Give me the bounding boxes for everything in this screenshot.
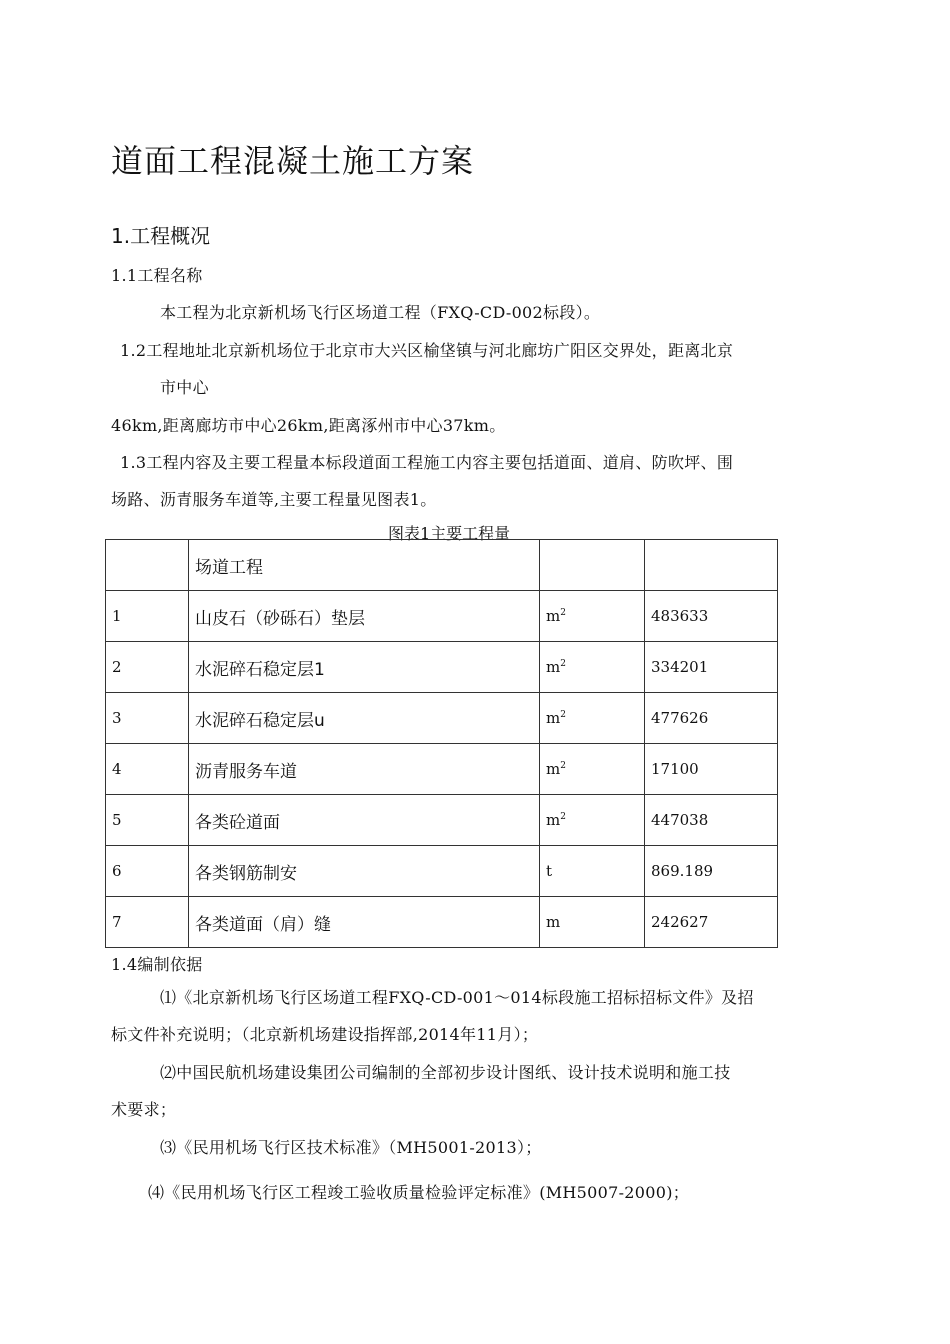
- row-quantity: 477626: [645, 693, 778, 744]
- row-quantity: 869.189: [645, 846, 778, 897]
- header-no: [106, 540, 189, 591]
- table-row: [106, 642, 778, 693]
- row-no: 7: [106, 897, 189, 948]
- paragraph-address-line1: 1.2工程地址北京新机场位于北京市大兴区榆垡镇与河北廊坊广阳区交界处，距离北京: [120, 341, 734, 360]
- table-row: [106, 744, 778, 795]
- unit-text: m: [546, 658, 561, 676]
- paragraph-address-line3: 46km,距离廊坊市中心26km,距离涿州市中心37km。: [111, 416, 506, 435]
- header-unit: [540, 540, 645, 591]
- row-unit: [540, 795, 645, 846]
- table-header-row: [106, 540, 778, 591]
- header-name: 场道工程: [189, 540, 540, 591]
- paragraph-content-line2: 场路、沥青服务车道等,主要工程量见图表1。: [111, 490, 437, 509]
- row-item-name: 山皮石（砂砾石）垫层: [189, 591, 540, 642]
- paragraph-content-line1: 1.3工程内容及主要工程量本标段道面工程施工内容主要包括道面、道肩、防吹坪、围: [120, 453, 734, 472]
- row-quantity: 242627: [645, 897, 778, 948]
- quantities-table: [105, 539, 778, 948]
- unit-text: t: [546, 862, 553, 880]
- table-row: [106, 693, 778, 744]
- subsection-1-4: 1.4编制依据: [111, 955, 203, 974]
- unit-text: m: [546, 709, 561, 727]
- basis-line-5: ⑶《民用机场飞行区技术标准》（MH5001-2013）；: [160, 1138, 542, 1157]
- table-row: [106, 846, 778, 897]
- row-item-name: 各类道面（肩）缝: [189, 897, 540, 948]
- row-unit: [540, 642, 645, 693]
- unit-text: m: [546, 607, 561, 625]
- basis-line-4: 术要求；: [111, 1100, 177, 1119]
- basis-line-1: ⑴《北京新机场飞行区场道工程FXQ-CD-001〜014标段施工招标招标文件》及招: [160, 988, 754, 1007]
- basis-line-3: ⑵中国民航机场建设集团公司编制的全部初步设计图纸、设计技术说明和施工技: [160, 1063, 731, 1082]
- subsection-1-1: 1.1工程名称: [111, 266, 203, 285]
- basis-line-6: ⑷《民用机场飞行区工程竣工验收质量检验评定标准》(MH5007-2000)；: [148, 1183, 690, 1202]
- row-unit: [540, 897, 645, 948]
- row-item-name: 各类钢筋制安: [189, 846, 540, 897]
- paragraph-address-line2: 市中心: [160, 378, 209, 397]
- unit-text: m: [546, 760, 561, 778]
- row-quantity: 17100: [645, 744, 778, 795]
- table-row: [106, 897, 778, 948]
- row-quantity: 483633: [645, 591, 778, 642]
- row-no: 1: [106, 591, 189, 642]
- unit-exponent: 2: [560, 761, 566, 771]
- document-title: 道面工程混凝土施工方案: [111, 142, 475, 180]
- row-unit: [540, 693, 645, 744]
- unit-exponent: 2: [560, 659, 566, 669]
- unit-text: m: [546, 811, 561, 829]
- row-no: 5: [106, 795, 189, 846]
- paragraph-project-name: 本工程为北京新机场飞行区场道工程（FXQ-CD-002标段）。: [160, 303, 601, 322]
- row-no: 4: [106, 744, 189, 795]
- row-no: 6: [106, 846, 189, 897]
- row-no: 3: [106, 693, 189, 744]
- row-unit: [540, 744, 645, 795]
- row-item-name: 沥青服务车道: [189, 744, 540, 795]
- unit-text: m: [546, 913, 561, 931]
- row-unit: [540, 591, 645, 642]
- table-caption: 图表1主要工程量: [388, 524, 511, 543]
- row-item-name: 水泥碎石稳定层1: [189, 642, 540, 693]
- unit-exponent: 2: [560, 710, 566, 720]
- row-no: 2: [106, 642, 189, 693]
- header-qty: [645, 540, 778, 591]
- row-item-name: 水泥碎石稳定层u: [189, 693, 540, 744]
- table-row: [106, 795, 778, 846]
- basis-line-2: 标文件补充说明；（北京新机场建设指挥部,2014年11月）；: [111, 1025, 539, 1044]
- table-row: [106, 591, 778, 642]
- row-unit: [540, 846, 645, 897]
- row-item-name: 各类砼道面: [189, 795, 540, 846]
- row-quantity: 334201: [645, 642, 778, 693]
- section-heading: 1.工程概况: [111, 224, 211, 248]
- unit-exponent: 2: [560, 812, 566, 822]
- row-quantity: 447038: [645, 795, 778, 846]
- unit-exponent: 2: [560, 608, 566, 618]
